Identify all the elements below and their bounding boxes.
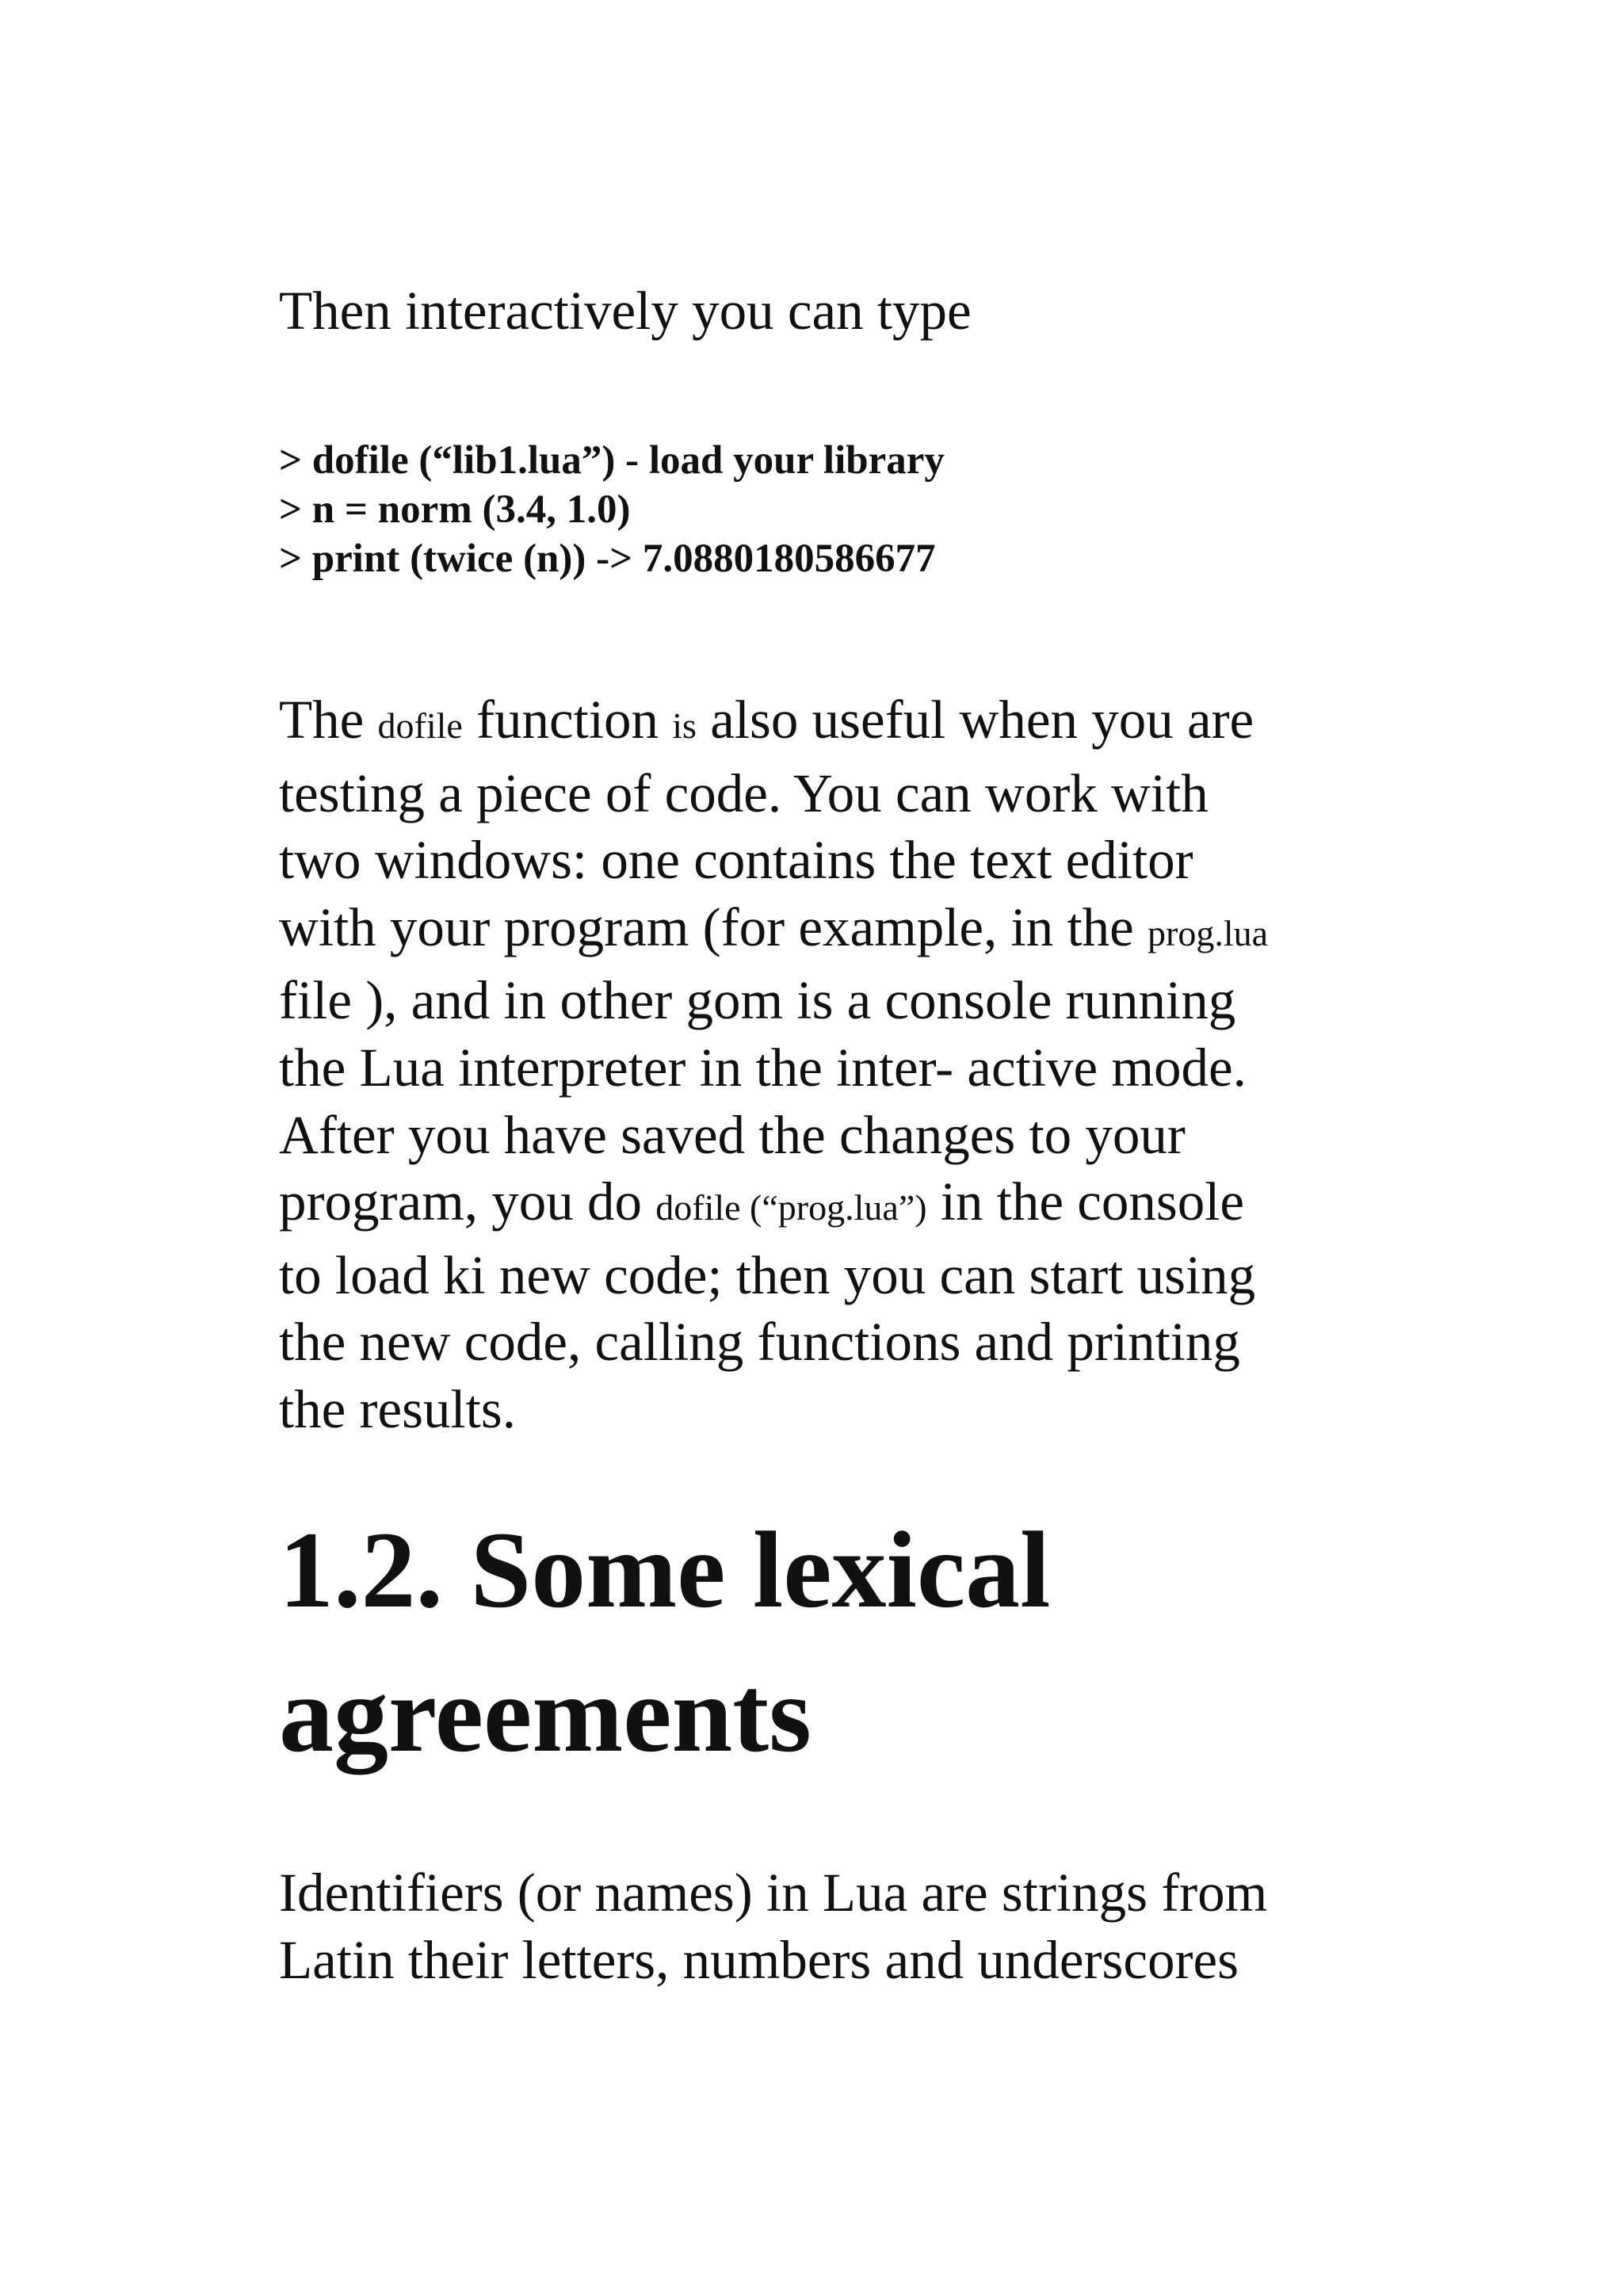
- code-block: [279, 436, 945, 583]
- paragraph-line: the results.: [279, 1378, 516, 1439]
- section-heading: [279, 1498, 1050, 1786]
- code-line-dofile: > dofile (“lib1.lua”) - load your library: [279, 438, 945, 483]
- paragraph-dofile: [279, 686, 1388, 1443]
- paragraph-identifiers: [279, 1859, 1267, 1993]
- paragraph-line: [279, 686, 1388, 760]
- section-heading-line: 1.2. Some lexical: [279, 1509, 1051, 1630]
- paragraph-line: Identifiers (or names) in Lua are strings from: [279, 1862, 1268, 1923]
- code-line-print: > print (twice (n)) -> 7.0880180586677: [279, 537, 936, 581]
- paragraph-line: two windows: one contains the text editor: [279, 830, 1193, 891]
- paragraph-line: After you have saved the changes to your: [279, 1104, 1186, 1165]
- paragraph-line: to load ki new code; then you can start using: [279, 1244, 1256, 1305]
- paragraph-line: [279, 894, 1388, 968]
- section-heading-line: agreements: [279, 1653, 812, 1775]
- text-span: with your program (for example, in the: [279, 896, 1148, 957]
- inline-small-is: is: [672, 705, 697, 746]
- text-span: function: [462, 690, 673, 750]
- text-span: program, you do: [279, 1171, 656, 1232]
- text-span: The: [279, 690, 378, 750]
- paragraph-line: the new code, calling functions and printing: [279, 1312, 1240, 1373]
- paragraph-line: file ), and in other gom is a console running: [279, 970, 1236, 1031]
- text-span: in the console: [926, 1171, 1245, 1232]
- inline-code-prog-lua: prog.lua: [1148, 912, 1269, 953]
- inline-code-dofile: dofile: [377, 705, 463, 746]
- paragraph-line: [279, 1168, 1388, 1242]
- inline-code-dofile-prog: dofile (“prog.lua”): [655, 1187, 927, 1228]
- text-span: also useful when you are: [696, 690, 1254, 750]
- intro-text: Then interactively you can type: [279, 281, 972, 341]
- code-line-norm: > n = norm (3.4, 1.0): [279, 487, 631, 532]
- paragraph-line: Latin their letters, numbers and underscores: [279, 1929, 1239, 1990]
- paragraph-line: the Lua interpreter in the inter- active mode.: [279, 1037, 1247, 1098]
- paragraph-line: testing a piece of code. You can work with: [279, 762, 1209, 823]
